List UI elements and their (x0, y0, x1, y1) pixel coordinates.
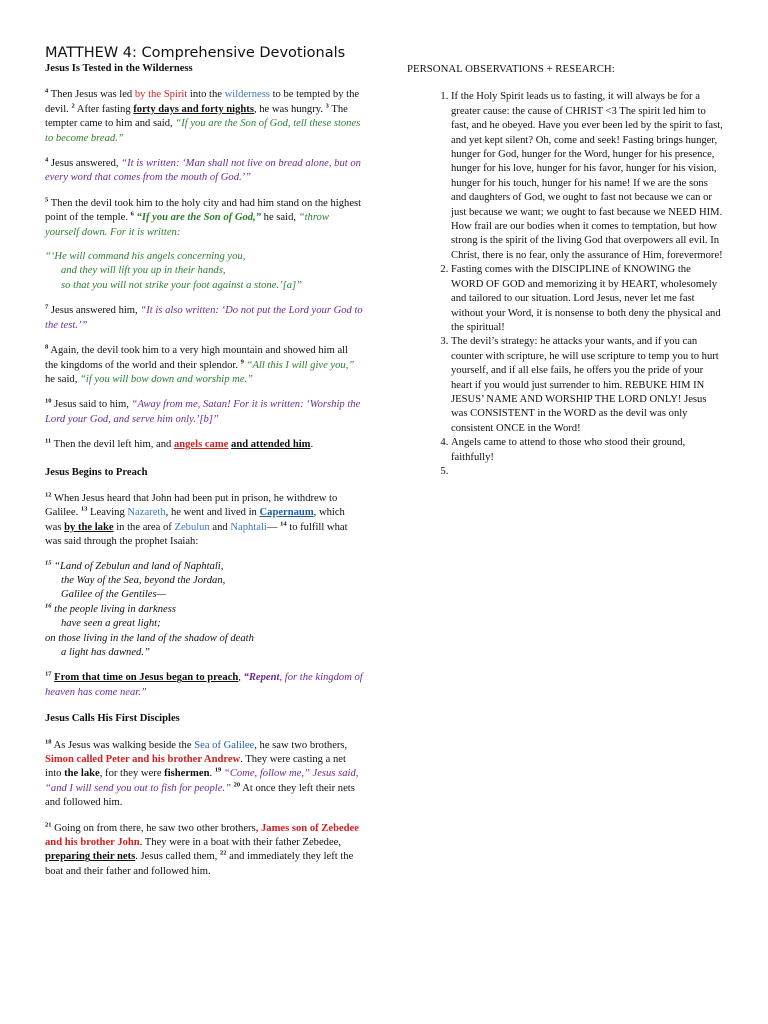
quote-kingdom: , for the kingdom of heaven has come near.” (45, 672, 363, 698)
observation-item: 1. If the Holy Spirit leads us to fasting, it will always be for a greater cause: the cause of CHRIST <3 The spirit led him to fast, and he obeyed. Have you ever been led by the spirit to fast, and yet kept silent? Oh, come and seek! Fasting brings hunger, hunger for God, hunger for the Word, hunger for his presence, hunger for his love, hunger for his favor, hunger for his vision, hunger for his touch, hunger for his name! If we are the sons and daughters of God, we ought to fast not because we can or just because we want; we ought to fast because we NEED HIM. How frail are our bodies when it comes to temptation, but how strong is the spirit of the living God that overpowers all evil. In Christ, there is no fear, only the assurance of Him, forevermore! (451, 90, 723, 263)
highlight-angels-came: angels came (173, 439, 229, 451)
verse-number: 18 (45, 738, 52, 746)
verse-number: 4 (45, 87, 49, 95)
verse-number: 6 (130, 210, 134, 218)
verse-number: 5 (45, 196, 49, 204)
highlight-simon-andrew: Simon called Peter and his brother Andrew (45, 754, 241, 766)
verse-number: 9 (240, 357, 244, 365)
verse-number: 10 (45, 397, 52, 405)
verse-number: 15 (45, 559, 52, 567)
verse-paragraph-18: $^{18}$ As Jesus was walking beside the Sea of Galilee, he saw two brothers, Simon called Peter and his brother Andrew. They were casting a net into the lake, for they were fishermen. $^{19}$ “Come, follow me,” Jesus said, “and I will send you out to fish for people.” $^{20}$ At once they left their nets and followed him. (45, 738, 359, 809)
quote-jesus: “Away from me, Satan! For it is written: ‘Worship the Lord your God, and serve him only.’[b]” (45, 399, 361, 425)
observations-heading: PERSONAL OBSERVATIONS + RESEARCH: (407, 63, 615, 75)
highlight-forty-days: forty days and forty nights (133, 103, 254, 115)
quote-devil-2: “throw yourself down. For it is written: (45, 212, 329, 238)
quote-repent: “Repent (243, 672, 280, 684)
quote-devil: “If you are the Son of God,” (133, 212, 262, 224)
verse-paragraph-4b: $^4$ Jesus answered, “It is written: ‘Man shall not live on bread alone, but on every word that comes from the mouth of God.’” (45, 156, 361, 184)
verse-number: 12 (45, 491, 52, 499)
verse-paragraph-12: $^{12}$ When Jesus heard that John had been put in prison, he withdrew to Galilee. $^{13}$ Leaving Nazareth, he went and lived in Capernaum, which was by the lake in the area of Zebulun and Naphtali— $^{14}$ to fulfill what was said through the prophet Isaiah: (45, 491, 348, 548)
verse-number: 3 (325, 102, 329, 110)
verse-paragraph-11: $^{11}$ Then the devil left him, and angels came and attended him. (45, 437, 314, 451)
observations-column (407, 62, 723, 479)
quote-jesus: “It is written: ‘Man shall not live on bread alone, but on every word that comes from the mouth of God.’” (45, 158, 361, 184)
scripture-column (45, 62, 363, 890)
observation-item: 4. Angels came to attend to those who stood their ground, faithfully! (451, 436, 723, 465)
place-nazareth: Nazareth (127, 507, 166, 519)
verse-number: 11 (45, 437, 52, 445)
verse-number: 16 (45, 602, 52, 610)
verse-paragraph-17: $^{17}$ From that time on Jesus began to preach, “Repent, for the kingdom of heaven has come near.” (45, 670, 363, 698)
observation-item: 2. Fasting comes with the DISCIPLINE of KNOWING the WORD OF GOD and memorizing it by HEART, wholesomely and tailored to our situation. Lord Jesus, never let me fast without your Word, it is nonsense to both deny the physical and the spiritual! (451, 263, 723, 335)
quote-jesus: “It is also written: ‘Do not put the Lord your God to the test.’” (45, 305, 363, 331)
highlight-began-to-preach: From that time on Jesus began to preach (54, 672, 239, 684)
quote-tempter: “If you are the Son of God, tell these stones to become bread.” (45, 118, 361, 144)
verse-paragraph-8: $^8$ Again, the devil took him to a very high mountain and showed him all the kingdoms of the world and their splendor. $^9$ “All this I will give you,” he said, “if you will bow down and worship me.” (45, 343, 355, 385)
verse-number: 20 (233, 781, 241, 789)
place-zebulun: Zebulun (174, 521, 210, 533)
place-capernaum: Capernaum (259, 507, 314, 519)
observations-list (407, 90, 723, 479)
verse-paragraph-5: $^5$ Then the devil took him to the holy city and had him stand on the highest point of the temple. $^6$ “If you are the Son of God,” he said, “throw yourself down. For it is written: (45, 196, 362, 238)
verse-number: 2 (71, 102, 75, 110)
verse-number: 19 (214, 766, 222, 774)
verse-number: 14 (280, 520, 287, 528)
verse-paragraph-7: $^7$ Jesus answered him, “It is also written: ‘Do not put the Lord your God to the test.’” (45, 303, 363, 331)
verse-number: 17 (45, 670, 52, 678)
section-heading-tested: Jesus Is Tested in the Wilderness (45, 63, 193, 74)
poem-angels: “‘He will command his angels concerning you, and they will lift you up in their hands, so that you will not strike your foot against a stone.’[a]” (45, 251, 303, 291)
document-title: MATTHEW 4: Comprehensive Devotionals (45, 45, 346, 61)
highlight-the-lake: the lake (64, 768, 100, 780)
section-heading-disciples: Jesus Calls His First Disciples (45, 713, 180, 725)
highlight-spirit: by the Spirit (134, 89, 188, 101)
quote-follow-me: “Come, follow me,” Jesus said, “and I will send you out to fish for people.” (45, 768, 359, 794)
quote-devil: “All this I will give you,” (243, 359, 355, 371)
highlight-by-the-lake: by the lake (64, 521, 114, 533)
quote-devil-2: “if you will bow down and worship me.” (80, 373, 254, 385)
highlight-fishermen: fishermen (164, 768, 210, 780)
verse-paragraph-21: $^{21}$ Going on from there, he saw two other brothers, James son of Zebedee and his brother John. They were in a boat with their father Zebedee, preparing their nets. Jesus called them, $^{22}$ and immediately they left the boat and their father and followed him. (45, 821, 359, 877)
highlight-wilderness: wilderness (224, 89, 270, 101)
verse-paragraph-10: $^{10}$ Jesus said to him, “Away from me, Satan! For it is written: ‘Worship the Lord your God, and serve him only.’[b]” (45, 397, 361, 425)
verse-number: 4 (45, 156, 49, 164)
verse-number: 22 (219, 849, 227, 857)
verse-number: 8 (45, 343, 49, 351)
observation-item (451, 465, 723, 479)
poem-isaiah: $^{15}$ “Land of Zebulun and land of Naphtali, the Way of the Sea, beyond the Jordan, Galilee of the Gentiles— $^{16}$ the people living in darkness have seen a great light; on those living in the land of the shadow of death a light has dawned.” (45, 559, 254, 658)
section-heading-preach: Jesus Begins to Preach (45, 466, 148, 478)
verse-number: 7 (45, 303, 49, 311)
place-sea-of-galilee: Sea of Galilee (194, 739, 255, 751)
verse-number: 13 (80, 505, 88, 513)
verse-paragraph-4: $^4$ Then Jesus was led by the Spirit into the wilderness to be tempted by the devil. $^2$ After fasting forty days and forty nights, he was hungry. $^3$ The tempter came to him and said, “If you are the Son of God, tell these stones to become bread.” (45, 87, 361, 144)
place-naphtali: Naphtali (230, 521, 267, 533)
highlight-attended: and attended him (231, 439, 311, 451)
highlight-james-john: , James son of Zebedee and his brother John (45, 822, 359, 849)
observation-item: 3. The devil’s strategy: he attacks your wants, and if you can counter with scripture, he will use scripture to temp you to hurt yourself, and if all else fails, he offers you the pride of your heart if you would just surrender to him. REBUKE HIM IN JESUS’ NAME AND WORSHIP THE LORD ONLY! Jesus was CONSISTENT in the WORD as the devil was only consistent ONCE in the Word! (451, 335, 723, 436)
highlight-preparing-nets: preparing their nets (45, 851, 136, 863)
verse-number: 21 (45, 821, 52, 829)
